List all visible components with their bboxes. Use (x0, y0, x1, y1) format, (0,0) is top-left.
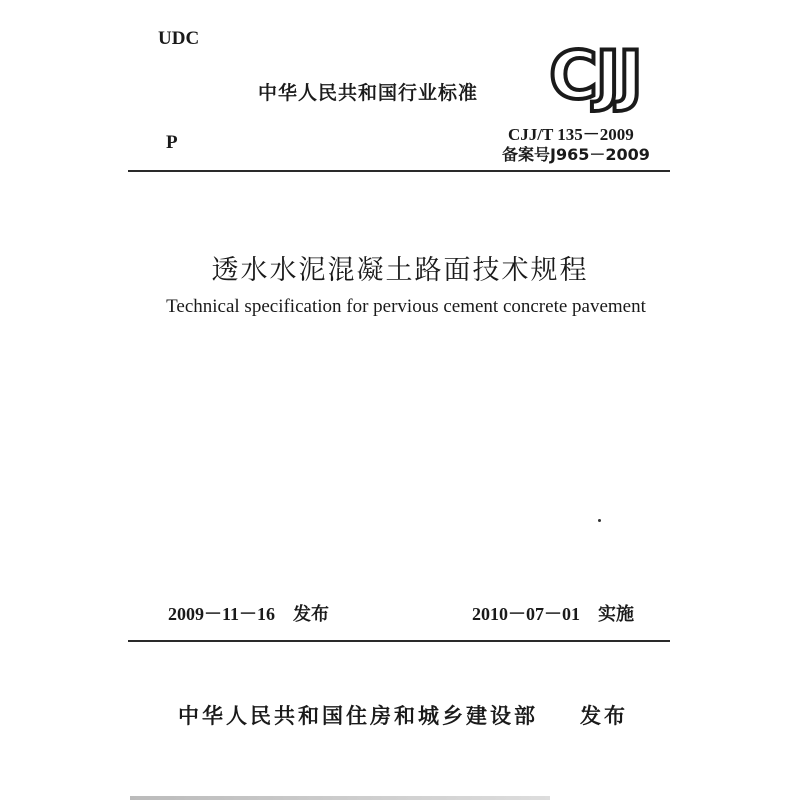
issuer: 中华人民共和国住房和城乡建设部 (178, 704, 538, 728)
category-label: P (166, 132, 178, 153)
bottom-divider (128, 640, 670, 642)
cjj-logo: CJJ (549, 37, 641, 114)
top-divider (128, 170, 670, 172)
effective-label: 实施 (598, 604, 634, 625)
standard-code: CJJ/T 135－2009 (508, 125, 634, 144)
publish-label: 发布 (293, 604, 330, 625)
udc-label: UDC (158, 28, 200, 49)
effective-date-line (472, 600, 634, 626)
publish-date-line (168, 600, 329, 626)
page-edge-shadow (130, 796, 550, 800)
effective-date: 2010－07－01 (472, 604, 580, 624)
standard-type: 中华人民共和国行业标准 (258, 82, 479, 104)
issuer-verb: 发布 (580, 704, 628, 728)
print-speck (598, 519, 601, 522)
title-english: Technical specification for pervious cement concrete pavement (166, 296, 646, 317)
title-chinese: 透水水泥混凝土路面技术规程 (211, 255, 589, 286)
record-number: 备案号J965－2009 (502, 145, 650, 164)
publish-date: 2009－11－16 (168, 604, 276, 624)
